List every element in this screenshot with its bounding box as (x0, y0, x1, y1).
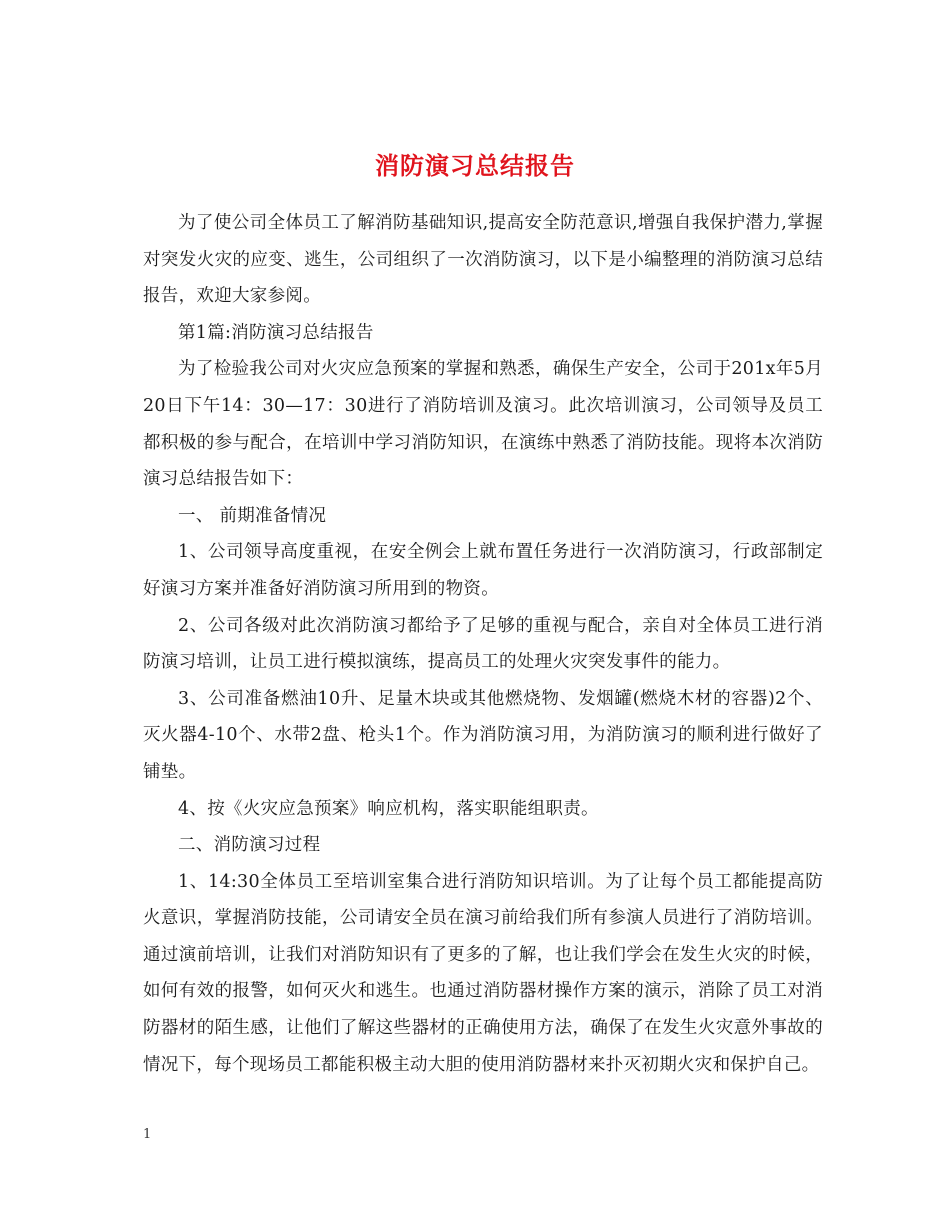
page-number: 1 (143, 1127, 152, 1142)
report-overview-paragraph: 为了检验我公司对火灾应急预案的掌握和熟悉，确保生产安全，公司于201x年5月20日下午14：30—17：30进行了消防培训及演习。此次培训演习，公司领导及员工都积极的参与配合，在培训中学习消防知识，在演练中熟悉了消防技能。现将本次消防演习总结报告如下： (143, 359, 823, 490)
document-title: 消防演习总结报告 (375, 151, 575, 181)
process-item-1: 1、14:30全体员工至培训室集合进行消防知识培训。为了让每个员工都能提高防火意识，掌握消防技能，公司请安全员在演习前给我们所有参演人员进行了消防培训。通过演前培训，让我们对消防知识有了更多的了解，也让我们学会在发生火灾的时候，如何有效的报警，如何灭火和逃生。也通过消防器材操作方案的演示，消除了员工对消防器材的陌生感，让他们了解这些器材的正确使用方法，确保了在发生火灾意外事故的情况下，每个现场员工都能积极主动大胆的使用消防器材来扑灭初期火灾和保护自己。 (143, 871, 823, 1075)
section-heading-preparation: 一、 前期准备情况 (178, 505, 327, 526)
section-heading-process: 二、消防演习过程 (178, 835, 321, 856)
preparation-item-4: 4、按《火灾应急预案》响应机构，落实职能组职责。 (178, 798, 599, 819)
preparation-item-3: 3、公司准备燃油10升、足量木块或其他燃烧物、发烟罐(燃烧木材的容器)2个、灭火器4-10个、水带2盘、枪头1个。作为消防演习用，为消防演习的顺利进行做好了铺垫。 (143, 688, 823, 782)
preparation-item-2: 2、公司各级对此次消防演习都给予了足够的重视与配合，亲自对全体员工进行消防演习培训，让员工进行模拟演练，提高员工的处理火灾突发事件的能力。 (143, 615, 823, 673)
section-heading-part-1: 第1篇:消防演习总结报告 (178, 322, 374, 343)
intro-paragraph: 为了使公司全体员工了解消防基础知识,提高安全防范意识,增强自我保护潜力,掌握对突发火灾的应变、逃生，公司组织了一次消防演习，以下是小编整理的消防演习总结报告，欢迎大家参阅。 (143, 213, 823, 307)
preparation-item-1: 1、公司领导高度重视，在安全例会上就布置任务进行一次消防演习，行政部制定好演习方案并准备好消防演习所用到的物资。 (143, 542, 823, 599)
document-body (143, 205, 823, 1083)
